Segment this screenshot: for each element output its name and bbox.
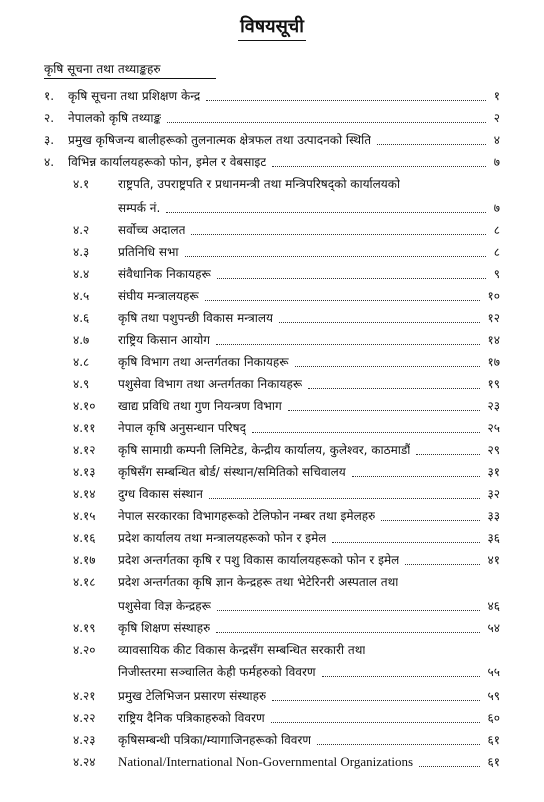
dot-leader [416, 454, 479, 455]
dot-leader [217, 610, 480, 611]
toc-entry-number: ४.१६ [73, 531, 96, 545]
toc-entry[interactable] [0, 176, 544, 192]
toc-entry-page: ४६ [487, 599, 500, 613]
toc-entry[interactable] [0, 754, 544, 770]
dot-leader [332, 542, 479, 543]
toc-entry[interactable] [0, 332, 544, 348]
toc-entry-number: ४.१२ [73, 443, 96, 457]
toc-entry-title: संवैधानिक निकायहरू [118, 267, 211, 281]
dot-leader [308, 388, 479, 389]
toc-entry-title: कृषि सूचना तथा प्रशिक्षण केन्द्र [68, 89, 201, 103]
toc-entry-page: ८ [493, 223, 500, 237]
toc-entry-number: ४.१३ [73, 465, 96, 479]
toc-entry-page: १४ [487, 333, 500, 347]
toc-entry-title: राष्ट्रिय दैनिक पत्रिकाहरुको विवरण [118, 711, 265, 725]
toc-entry-title: कृषि शिक्षण संस्थाहरु [118, 621, 211, 635]
toc-entry-page: ४१ [487, 553, 500, 567]
toc-entry-title: विभिन्न कार्यालयहरूको फोन, इमेल र वेबसाइट [68, 155, 267, 169]
toc-entry-number: ४.१ [73, 177, 90, 191]
toc-entry-number: ४.३ [73, 245, 90, 259]
toc-entry[interactable] [0, 530, 544, 546]
dot-leader [217, 278, 486, 279]
toc-entry-title: कृषि तथा पशुपन्छी विकास मन्त्रालय [118, 311, 273, 325]
toc-entry[interactable] [0, 688, 544, 704]
toc-entry-page: ६१ [487, 733, 500, 747]
toc-entry-page: २३ [487, 399, 500, 413]
toc-entry-page: ९ [493, 267, 500, 281]
toc-entry-number: ४.१५ [73, 509, 96, 523]
toc-entry[interactable] [0, 642, 544, 658]
toc-entry-title: प्रतिनिधि सभा [118, 245, 179, 259]
toc-entry-number: ४.७ [73, 333, 90, 347]
toc-entry-title: प्रदेश अन्तर्गतका कृषि ज्ञान केन्द्रहरू तथा भेटेरिनरी अस्पताल तथा [118, 575, 399, 589]
toc-entry-title-line2: सम्पर्क नं. [118, 201, 161, 215]
toc-entry[interactable] [0, 244, 544, 260]
toc-entry-title: प्रदेश अन्तर्गतका कृषि र पशु विकास कार्यालयहरूको फोन र इमेल [118, 553, 400, 567]
toc-entry-number: ४.१९ [73, 621, 96, 635]
toc-entry-page: १० [487, 289, 500, 303]
toc-entry-page: १७ [487, 355, 500, 369]
toc-entry-number: ४.२४ [73, 755, 96, 769]
toc-entry-title: व्यावसायिक कीट विकास केन्द्रसँग सम्बन्धित सरकारी तथा [118, 643, 366, 657]
dot-leader [216, 344, 480, 345]
dot-leader [288, 410, 480, 411]
title-underline [238, 40, 306, 41]
toc-entry-page: १ [493, 89, 500, 103]
toc-entry-page: ३२ [487, 487, 500, 501]
toc-entry-title: राष्ट्रपति, उपराष्ट्रपति र प्रधानमन्त्री तथा मन्त्रिपरिषद्को कार्यालयको [118, 177, 401, 191]
toc-entry-number: ४.४ [73, 267, 90, 281]
toc-entry-title: पशुसेवा विभाग तथा अन्तर्गतका निकायहरू [118, 377, 303, 391]
dot-leader [322, 676, 480, 677]
toc-entry-title: नेपाल सरकारका विभागहरूको टेलिफोन नम्बर तथा इमेलहरु [118, 509, 376, 523]
toc-entry-page: ३१ [487, 465, 500, 479]
toc-entry-page: ५४ [487, 621, 500, 635]
toc-entry-number: ४.६ [73, 311, 90, 325]
toc-entry[interactable] [0, 376, 544, 392]
dot-leader [205, 300, 480, 301]
toc-entry-page: ३३ [487, 509, 500, 523]
toc-entry[interactable] [0, 132, 544, 148]
toc-entry-number: ४.८ [73, 355, 90, 369]
dot-leader [405, 564, 479, 565]
toc-entry-title: दुग्ध विकास संस्थान [118, 487, 203, 501]
dot-leader [381, 520, 479, 521]
toc-entry-page: ५५ [487, 665, 500, 679]
section-heading: कृषि सूचना तथा तथ्याङ्कहरु [44, 62, 161, 76]
toc-entry-number: ४.२ [73, 223, 90, 237]
dot-leader [317, 744, 479, 745]
toc-entry[interactable] [0, 508, 544, 524]
toc-entry[interactable] [0, 354, 544, 370]
toc-entry-number: ४.२० [73, 643, 96, 657]
toc-entry-page: २५ [487, 421, 500, 435]
toc-entry-title-line2: पशुसेवा विज्ञ केन्द्रहरू [118, 599, 211, 613]
toc-entry-title: कृषि विभाग तथा अन्तर्गतका निकायहरू [118, 355, 289, 369]
dot-leader [191, 234, 485, 235]
toc-entry[interactable] [0, 222, 544, 238]
toc-entry[interactable] [0, 574, 544, 590]
toc-entry[interactable] [0, 154, 544, 170]
toc-entry[interactable] [0, 420, 544, 436]
toc-entry[interactable] [0, 110, 544, 126]
toc-entry-title: कृषि सामाग्री कम्पनी लिमिटेड, केन्द्रीय कार्यालय, कुलेश्वर, काठमाडौं [118, 443, 411, 457]
dot-leader [419, 766, 479, 767]
toc-entry-page: ३६ [487, 531, 500, 545]
toc-entry-page: ७ [493, 155, 500, 169]
toc-entry[interactable] [0, 464, 544, 480]
dot-leader [279, 322, 480, 323]
dot-leader [206, 100, 485, 101]
toc-entry-number: २. [44, 111, 55, 125]
page-title: विषयसूची [240, 16, 304, 37]
toc-entry-title: नेपाल कृषि अनुसन्धान परिषद् [118, 421, 246, 435]
toc-entry-continuation[interactable] [0, 598, 544, 614]
toc-entry[interactable] [0, 732, 544, 748]
toc-entry[interactable] [0, 398, 544, 414]
toc-entry-number: ४.११ [73, 421, 96, 435]
dot-leader [167, 122, 486, 123]
toc-entry-number: ४.१८ [73, 575, 96, 589]
toc-entry[interactable] [0, 486, 544, 502]
toc-entry-title: प्रमुख कृषिजन्य बालीहरूको तुलनात्मक क्षेत्रफल तथा उत्पादनको स्थिति [68, 133, 372, 147]
toc-entry[interactable] [0, 710, 544, 726]
toc-entry-number: १. [44, 89, 55, 103]
toc-entry[interactable] [0, 442, 544, 458]
toc-entry-page: ४ [493, 133, 500, 147]
dot-leader [252, 432, 480, 433]
toc-entry[interactable] [0, 620, 544, 636]
toc-entry-number: ४.१७ [73, 553, 96, 567]
toc-entry[interactable] [0, 88, 544, 104]
toc-entry-number: ४.९ [73, 377, 90, 391]
toc-entry-page: २ [493, 111, 500, 125]
dot-leader [352, 476, 480, 477]
toc-entry-title: National/International Non-Governmental Organizations [118, 754, 414, 769]
toc-entry[interactable] [0, 266, 544, 282]
toc-entry-page: ६० [487, 711, 500, 725]
dot-leader [272, 700, 479, 701]
toc-entry-page: १२ [487, 311, 500, 325]
dot-leader [209, 498, 480, 499]
toc-entry-title-line2: निजीस्तरमा सञ्चालित केही फर्महरुको विवरण [118, 665, 316, 679]
toc-entry-continuation[interactable] [0, 664, 544, 680]
toc-entry-page: १९ [487, 377, 500, 391]
dot-leader [216, 632, 479, 633]
toc-entry-title: कृषिसँग सम्बन्धित बोर्ड/ संस्थान/समितिको सचिवालय [118, 465, 346, 479]
dot-leader [272, 166, 485, 167]
toc-entry-number: ४.१४ [73, 487, 96, 501]
toc-entry-title: प्रदेश कार्यालय तथा मन्त्रालयहरूको फोन र इमेल [118, 531, 327, 545]
toc-entry-page: ६१ [487, 755, 500, 769]
toc-entry-page: ७ [493, 201, 500, 215]
dot-leader [295, 366, 480, 367]
section-underline [44, 78, 216, 79]
toc-entry-page: ८ [493, 245, 500, 259]
toc-entry-title: संघीय मन्त्रालयहरू [118, 289, 199, 303]
toc-entry[interactable] [0, 288, 544, 304]
toc-entry-title: सर्वोच्च अदालत [118, 223, 186, 237]
toc-entry-title: कृषिसम्बन्धी पत्रिका/म्यागाजिनहरूको विवरण [118, 733, 312, 747]
toc-entry-number: ४.२१ [73, 689, 96, 703]
toc-entry[interactable] [0, 552, 544, 568]
toc-entry-number: ४. [44, 155, 55, 169]
toc-entry-number: ४.२२ [73, 711, 96, 725]
dot-leader [185, 256, 486, 257]
dot-leader [271, 722, 480, 723]
toc-entry-number: ३. [44, 133, 55, 147]
toc-entry-title: नेपालको कृषि तथ्याङ्क [68, 111, 162, 125]
toc-entry-title: राष्ट्रिय किसान आयोग [118, 333, 211, 347]
toc-entry-number: ४.२३ [73, 733, 96, 747]
toc-entry-page: ५९ [487, 689, 500, 703]
toc-entry-page: २९ [487, 443, 500, 457]
toc-entry[interactable] [0, 310, 544, 326]
dot-leader [166, 212, 485, 213]
toc-entry-number: ४.१० [73, 399, 96, 413]
toc-entry-title: प्रमुख टेलिभिजन प्रसारण संस्थाहरु [118, 689, 267, 703]
toc-entry-number: ४.५ [73, 289, 90, 303]
toc-entry-title: खाद्य प्रविधि तथा गुण नियन्त्रण विभाग [118, 399, 282, 413]
dot-leader [377, 144, 486, 145]
toc-entry-continuation[interactable] [0, 200, 544, 216]
